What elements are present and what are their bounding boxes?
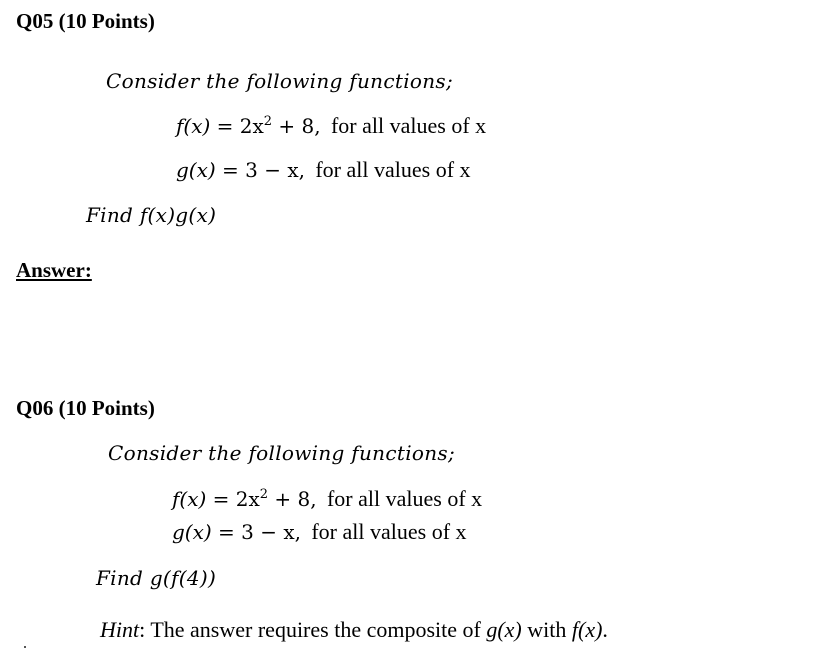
q05-heading: Q05 (10 Points) bbox=[16, 9, 155, 33]
q05-f-exponent: 2 bbox=[263, 114, 273, 129]
q06-g-rhs: = 3 − x, bbox=[211, 520, 301, 544]
q06-g-tail: for all values of x bbox=[311, 519, 467, 544]
q06-hint-with: with bbox=[521, 617, 572, 642]
q05-f-rhs-b: + 8, bbox=[272, 114, 321, 138]
q06-g-expr: g(x) bbox=[172, 520, 212, 544]
q05-f-tail: for all values of x bbox=[330, 113, 487, 138]
q05-f-expr: f(x) bbox=[176, 114, 211, 138]
q06-hint bbox=[100, 619, 608, 641]
q06-intro: Consider the following functions; bbox=[108, 441, 456, 465]
q06-hint-text: : The answer requires the composite of bbox=[139, 617, 487, 642]
q05-g-expr: g(x) bbox=[176, 158, 216, 182]
q05-g-rhs: = 3 − x, bbox=[215, 158, 305, 182]
q05-intro: Consider the following functions; bbox=[106, 69, 454, 93]
q06-hint-f: f(x) bbox=[571, 617, 603, 642]
q06-f-rhs-b: + 8, bbox=[268, 487, 317, 511]
q06-f-rhs-a: = 2x bbox=[206, 487, 260, 511]
q06-hint-g: g(x) bbox=[486, 617, 522, 642]
q05-f-rhs-a: = 2x bbox=[210, 114, 264, 138]
q06-f-exponent: 2 bbox=[259, 487, 269, 502]
q05-f-definition bbox=[176, 115, 486, 137]
q06-hint-label: Hint bbox=[100, 617, 140, 642]
q06-f-definition bbox=[172, 488, 482, 510]
q06-f-expr: f(x) bbox=[172, 487, 207, 511]
q06-heading: Q06 (10 Points) bbox=[16, 396, 155, 420]
scan-artifact-dot bbox=[24, 646, 26, 648]
q05-g-definition bbox=[176, 159, 471, 181]
q06-hint-end: . bbox=[602, 617, 608, 642]
q05-answer-label: Answer: bbox=[16, 258, 92, 282]
q06-f-tail: for all values of x bbox=[326, 486, 483, 511]
q06-task: Find g(f(4)) bbox=[96, 566, 217, 590]
q05-g-tail: for all values of x bbox=[315, 157, 471, 182]
q05-task: Find f(x)g(x) bbox=[86, 203, 217, 227]
q06-g-definition bbox=[172, 521, 467, 543]
